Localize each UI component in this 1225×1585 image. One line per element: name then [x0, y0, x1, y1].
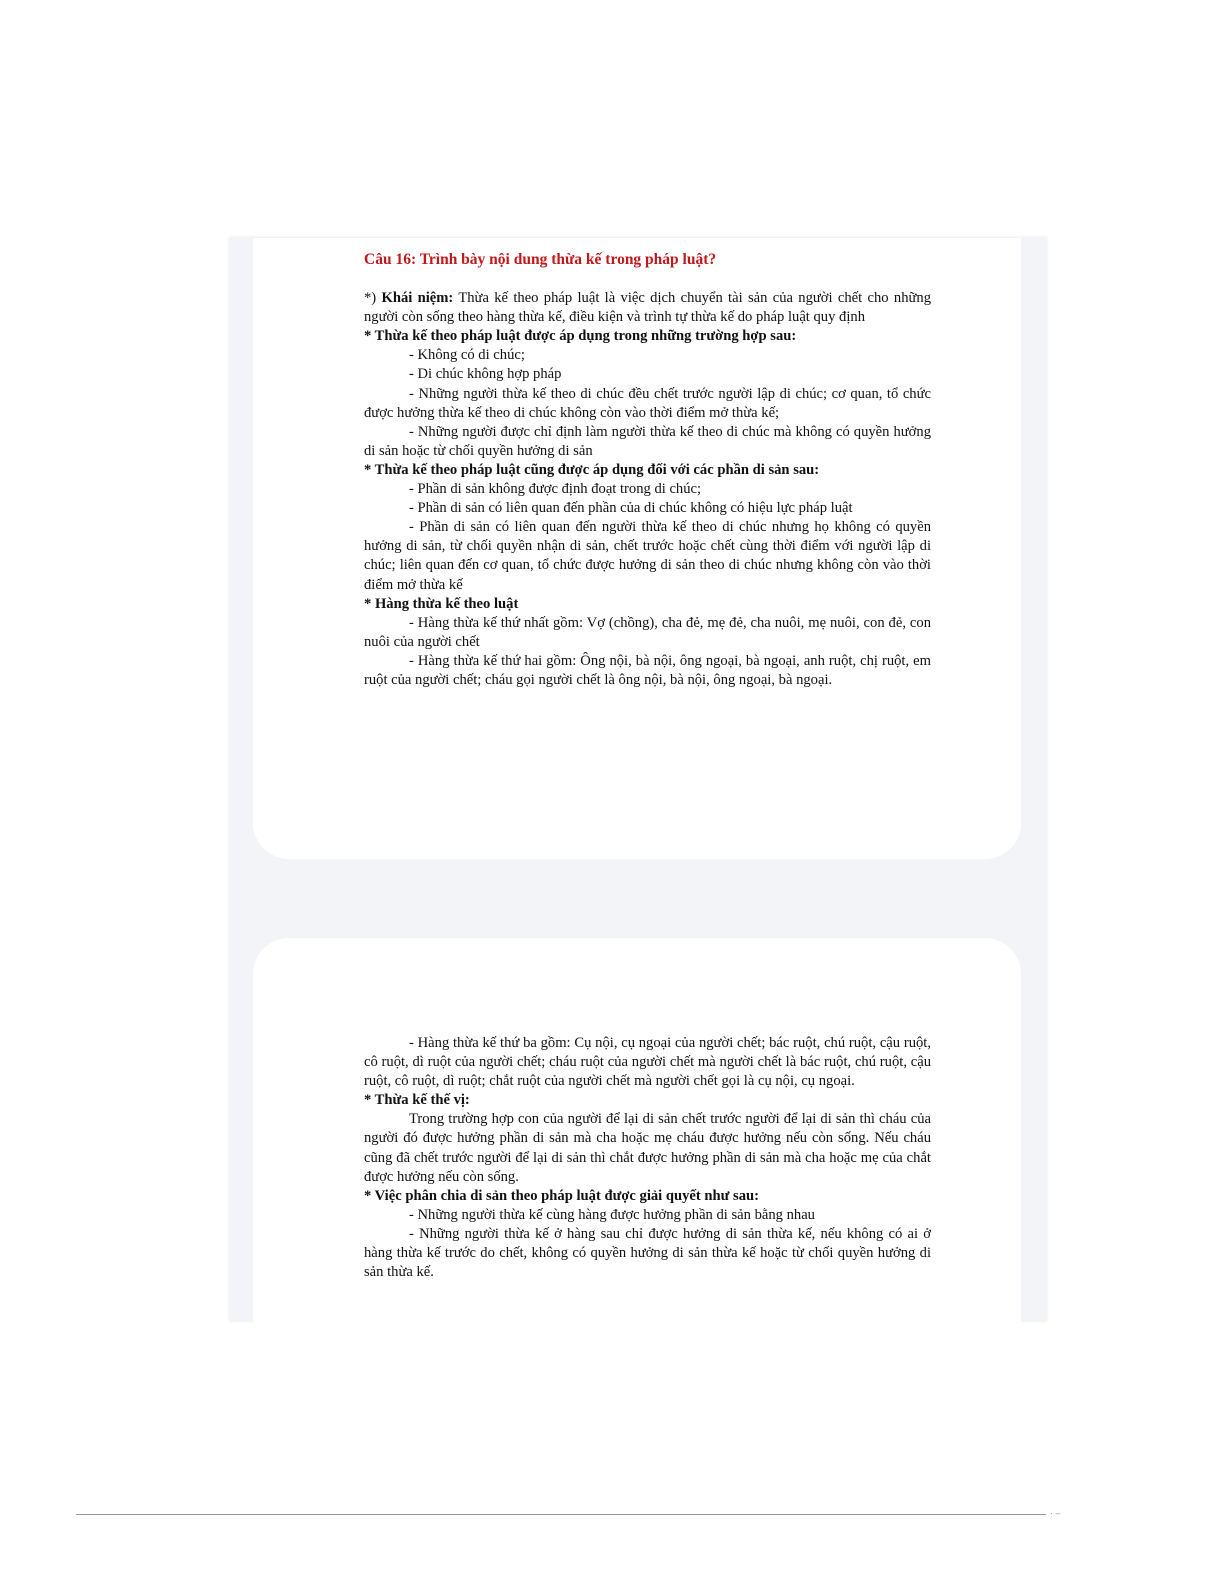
- division-heading: * Việc phân chia di sản theo pháp luật được giải quyết như sau:: [364, 1187, 759, 1204]
- rank-item: - Hàng thừa kế thứ hai gồm: Ông nội, bà nội, ông ngoại, bà ngoại, anh ruột, chị ruột, em ruột của người chết; cháu gọi người chết là ông nội, bà nội, ông ngoại, bà ngoại.: [364, 652, 931, 688]
- footer-divider: [76, 1514, 1046, 1515]
- parts-heading: * Thừa kế theo pháp luật cũng được áp dụng đối với các phần di sản sau:: [364, 461, 820, 478]
- ranks-heading: * Hàng thừa kế theo luật: [364, 595, 519, 612]
- case-item: - Những người thừa kế theo di chúc đều chết trước người lập di chúc; cơ quan, tổ chức được hưởng thừa kế theo di chúc không còn vào thời điểm mở thừa kế;: [364, 385, 931, 421]
- concept-text: Thừa kế theo pháp luật là việc dịch chuyển tài sản của người chết cho những người còn sống theo hàng thừa kế, điều kiện và trình tự thừa kế do pháp luật quy định: [364, 290, 932, 326]
- concept-paragraph: [364, 289, 931, 327]
- part-item: - Phần di sản không được định đoạt trong di chúc;: [409, 481, 702, 498]
- document-page-1: [253, 238, 1021, 859]
- rank-item: - Hàng thừa kế thứ nhất gồm: Vợ (chồng), cha đẻ, mẹ đẻ, cha nuôi, mẹ nuôi, con đẻ, con nuôi của người chết: [364, 614, 931, 650]
- page-1-content: [364, 250, 931, 690]
- concept-prefix: *): [364, 290, 382, 307]
- case-item: - Di chúc không hợp pháp: [409, 366, 562, 383]
- rank-three-item: - Hàng thừa kế thứ ba gồm: Cụ nội, cụ ngoại của người chết; bác ruột, chú ruột, cậu ruột, cô ruột, dì ruột của người chết; cháu ruột của người chết mà người chết là bác ruột, chú ruột, cậu ruột, cô ruột, dì ruột; chắt ruột của người chết mà người chết gọi là cụ nội, cụ ngoại.: [364, 1035, 931, 1090]
- substitution-heading: * Thừa kế thế vị:: [364, 1092, 470, 1109]
- case-item: - Những người được chỉ định làm người thừa kế theo di chúc mà không có quyền hưởng di sản hoặc từ chối quyền hưởng di sản: [364, 423, 931, 459]
- footer-mark: · –: [1050, 1508, 1061, 1518]
- case-item: - Không có di chúc;: [409, 347, 525, 364]
- division-item: - Những người thừa kế ở hàng sau chỉ được hưởng di sản thừa kế, nếu không có ai ở hàng thừa kế trước do chết, không có quyền hưởng di sản thừa kế hoặc từ chối quyền hưởng di sản thừa kế.: [364, 1225, 931, 1281]
- part-item: - Phần di sản có liên quan đến phần của di chúc không có hiệu lực pháp luật: [409, 500, 853, 517]
- document-page-2: [253, 938, 1021, 1322]
- document-viewer[interactable]: [229, 238, 1047, 1322]
- question-title: Câu 16: Trình bày nội dung thừa kế trong pháp luật?: [364, 251, 717, 268]
- cases-heading: * Thừa kế theo pháp luật được áp dụng trong những trường hợp sau:: [364, 328, 797, 345]
- page-2-content: [364, 1034, 931, 1282]
- division-item: - Những người thừa kế cùng hàng được hưởng phần di sản bằng nhau: [409, 1206, 815, 1223]
- substitution-text: Trong trường hợp con của người để lại di sản chết trước người để lại di sản thì cháu của người đó được hưởng phần di sản mà cha hoặc mẹ cháu được hưởng nếu còn sống. Nếu cháu cũng đã chết trước người để lại di sản thì chắt được hưởng phần di sản mà cha hoặc mẹ của chắt được hưởng nếu còn sống.: [364, 1111, 931, 1185]
- part-item: - Phần di sản có liên quan đến người thừa kế theo di chúc nhưng họ không có quyền hưởng di sản, từ chối quyền nhận di sản, chết trước hoặc chết cùng thời điểm với người lập di chúc; liên quan đến cơ quan, tổ chức được hưởng di sản theo di chúc nhưng không còn vào thời điểm mở thừa kế: [364, 519, 931, 593]
- concept-label: Khái niệm:: [381, 290, 454, 307]
